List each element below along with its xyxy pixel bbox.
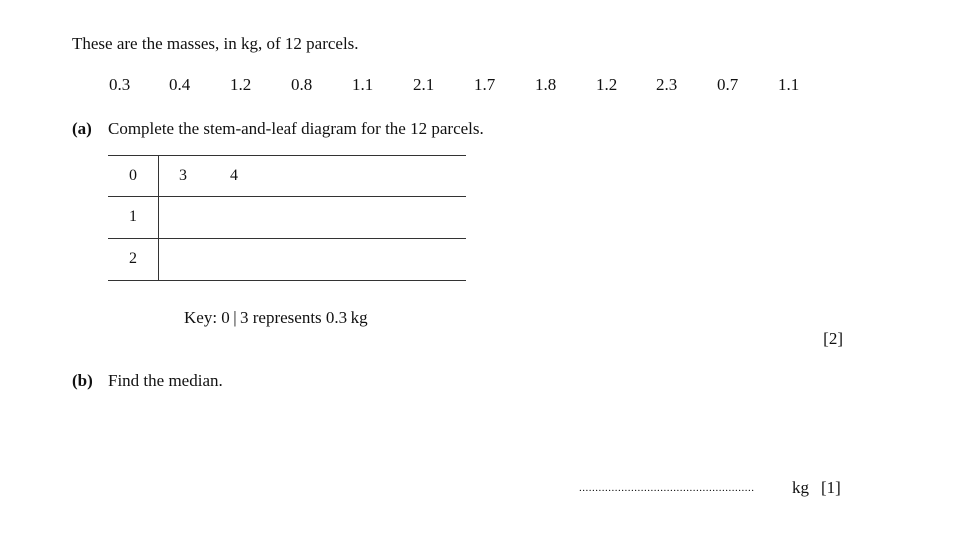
stem-cell: 0	[129, 167, 137, 184]
mass-value: 1.8	[535, 75, 557, 94]
part-a-marks: [2]	[823, 329, 843, 348]
leaf-row-1-answer-area[interactable]	[160, 199, 465, 236]
leaf-cell: 3	[179, 167, 187, 184]
part-b-label: (b)	[72, 371, 93, 390]
part-a-question: Complete the stem-and-leaf diagram for the 12 parcels.	[108, 119, 484, 138]
part-b-question: Find the median.	[108, 371, 223, 390]
mass-value: 1.7	[474, 75, 496, 94]
mass-value: 0.4	[169, 75, 191, 94]
part-b-marks: [1]	[821, 478, 841, 497]
mass-value: 2.1	[413, 75, 435, 94]
mass-value: 1.1	[778, 75, 800, 94]
question-intro: These are the masses, in kg, of 12 parcels.	[72, 34, 359, 53]
answer-unit: kg	[792, 478, 809, 497]
stem-divider	[158, 155, 159, 281]
mass-value: 1.1	[352, 75, 374, 94]
table-rule	[108, 280, 466, 281]
mass-value: 0.7	[717, 75, 739, 94]
part-a-label: (a)	[72, 119, 92, 138]
table-rule	[108, 238, 466, 239]
answer-line[interactable]: ......................................................	[579, 482, 755, 494]
mass-value: 1.2	[596, 75, 618, 94]
mass-value: 0.8	[291, 75, 313, 94]
mass-value: 1.2	[230, 75, 252, 94]
leaf-cell: 4	[230, 167, 238, 184]
leaf-row-2-answer-area[interactable]	[160, 241, 465, 278]
table-rule	[108, 196, 466, 197]
mass-value: 0.3	[109, 75, 131, 94]
stem-cell: 1	[129, 208, 137, 225]
mass-value: 2.3	[656, 75, 678, 94]
stem-cell: 2	[129, 250, 137, 267]
table-rule	[108, 155, 466, 156]
diagram-key: Key: 0 | 3 represents 0.3 kg	[184, 308, 368, 327]
